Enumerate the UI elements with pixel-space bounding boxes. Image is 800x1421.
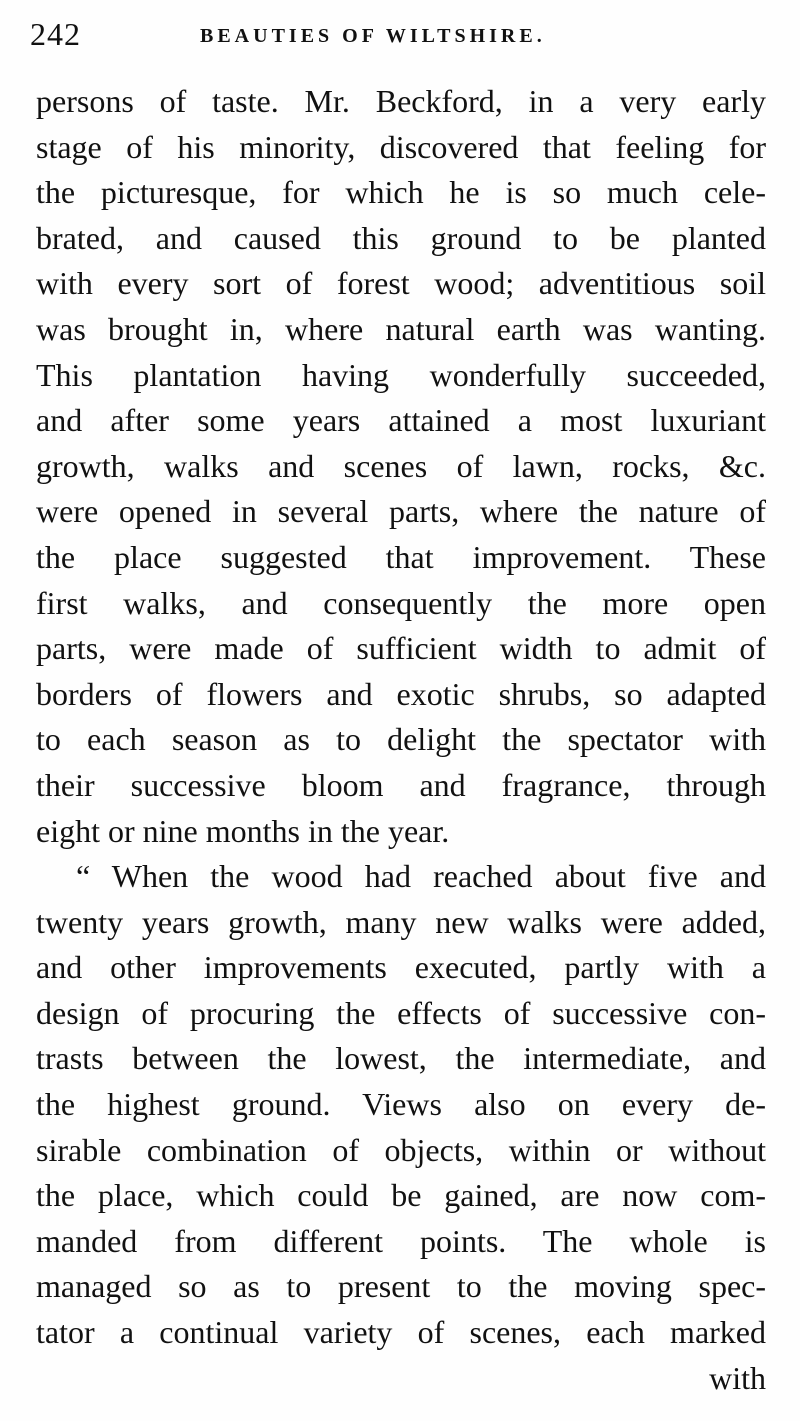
text-line: first walks, and consequently the more open bbox=[36, 584, 766, 621]
text-line: and after some years attained a most luxuriant bbox=[36, 402, 766, 439]
text-line: was brought in, where natural earth was wanting. bbox=[36, 310, 766, 347]
text-line: borders of flowers and exotic shrubs, so adapted bbox=[36, 675, 766, 712]
text-line: This plantation having wonderfully succeeded, bbox=[36, 356, 766, 393]
text-line: and other improvements executed, partly with a bbox=[36, 949, 766, 986]
text-line: trasts between the lowest, the intermediate, and bbox=[36, 1040, 766, 1077]
text-line: stage of his minority, discovered that feeling for bbox=[36, 128, 766, 165]
paragraph-end-line: eight or nine months in the year. bbox=[36, 812, 450, 849]
text-line: were opened in several parts, where the nature of bbox=[36, 493, 766, 530]
page-number: 242 bbox=[30, 16, 81, 52]
text-line: sirable combination of objects, within or without bbox=[36, 1131, 766, 1168]
body-text bbox=[36, 79, 766, 1401]
text-line: with every sort of forest wood; adventitious soil bbox=[36, 265, 766, 302]
text-line: the place suggested that improvement. These bbox=[36, 538, 766, 575]
text-line: the highest ground. Views also on every de- bbox=[36, 1086, 766, 1123]
text-line: manded from different points. The whole is bbox=[36, 1222, 766, 1259]
text-line: the picturesque, for which he is so much cele- bbox=[36, 174, 766, 211]
text-line: managed so as to present to the moving spec- bbox=[36, 1268, 766, 1305]
text-line: parts, were made of sufficient width to admit of bbox=[36, 630, 766, 667]
catchword: with bbox=[709, 1359, 766, 1396]
running-title: BEAUTIES OF WILTSHIRE. bbox=[200, 25, 546, 47]
text-line: twenty years growth, many new walks were added, bbox=[36, 903, 766, 940]
text-line: persons of taste. Mr. Beckford, in a very early bbox=[36, 83, 766, 119]
paragraph-start-line: “ When the wood had reached about five and bbox=[76, 858, 766, 895]
text-line: growth, walks and scenes of lawn, rocks, &c. bbox=[36, 447, 766, 484]
text-line: brated, and caused this ground to be planted bbox=[36, 219, 766, 256]
running-head bbox=[30, 14, 770, 54]
text-line: to each season as to delight the spectator with bbox=[36, 721, 766, 758]
text-line: design of procuring the effects of successive con- bbox=[36, 994, 766, 1031]
text-line: the place, which could be gained, are now com- bbox=[36, 1177, 766, 1214]
text-line: tator a continual variety of scenes, each marked bbox=[36, 1314, 766, 1351]
text-line: their successive bloom and fragrance, through bbox=[36, 766, 766, 803]
